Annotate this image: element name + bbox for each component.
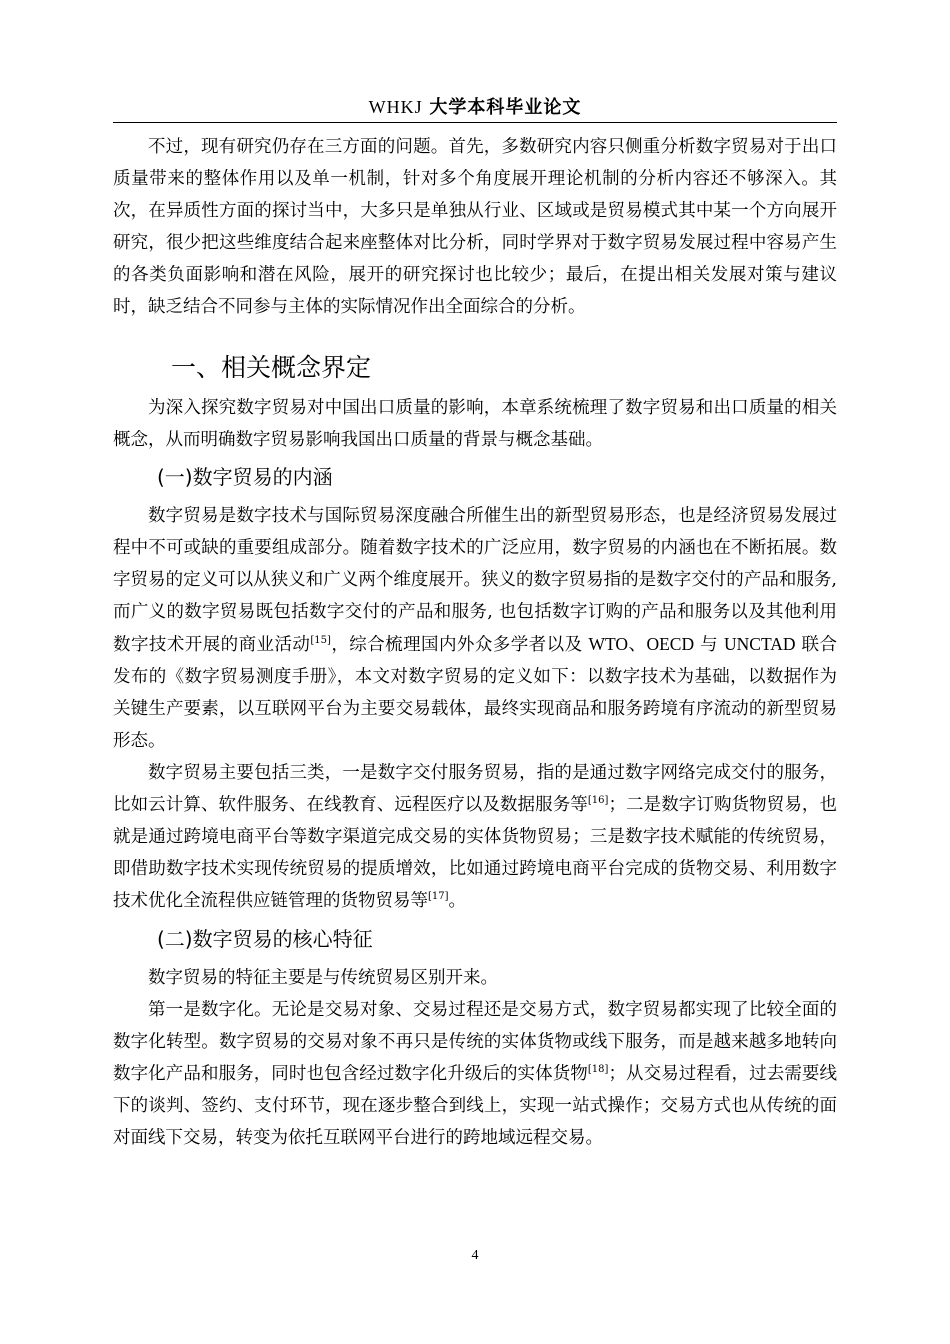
text-run: 数字贸易是数字技术与国际贸易深度融合所催生出的新型贸易形态，也是经济贸易发展过程中不可或缺的重要组成部分。随着数字技术的广泛应用，数字贸易的内涵也在不断拓展。数字贸易的定义可以从狭义和广义两个维度展开。狭义的数字贸易指的是数字交付的产品和服务, 而广义的数字贸易既包括数字交付的产品和服务, 也包括数字订购的产品和服务以及其他利用数字技术开展的商业活动 xyxy=(113,506,837,655)
text-run: 第一是数字化。无论是交易对象、交易过程还是交易方式，数字贸易都实现了比较全面的数字化转型。数字贸易的交易对象不再只是传统的实体货物或线下服务，而是越来越多地转向数字化产品和服务，同时也包含经过数字化升级后的实体货物 xyxy=(113,1000,837,1084)
paragraph-three-types xyxy=(113,757,837,917)
text-run: 联合发布的《数字贸易测度手册》，本文对数字贸易的定义如下：以数字技术为基础，以数据作为关键生产要素，以互联网平台为主要交易载体，最终实现商品和服务跨境有序流动的新型贸易形态。 xyxy=(113,635,837,751)
text-run: 。 xyxy=(448,891,467,911)
text-run: 与 xyxy=(694,635,725,655)
org-name: UNCTAD xyxy=(724,634,796,654)
citation-ref: [16] xyxy=(587,795,609,807)
text-run: ；二是数字订购货物贸易，也就是通过跨境电商平台等数字渠道完成交易的实体货物贸易；三是数字技术赋能的传统贸易，即借助数字技术实现传统贸易的提质增效，比如通过跨境电商平台完成的货物交易、利用数字技术优化全流程供应链管理的货物贸易等 xyxy=(113,795,838,911)
paragraph-intro-problems: 不过，现有研究仍存在三方面的问题。首先，多数研究内容只侧重分析数字贸易对于出口质量带来的整体作用以及单一机制，针对多个角度展开理论机制的分析内容还不够深入。其次，在异质性方面的探讨当中，大多只是单独从行业、区域或是贸易模式其中某一个方向展开研究，很少把这些维度结合起来座整体对比分析，同时学界对于数字贸易发展过程中容易产生的各类负面影响和潜在风险，展开的研究探讨也比较少；最后，在提出相关发展对策与建议时，缺乏结合不同参与主体的实际情况作出全面综合的分析。 xyxy=(113,137,837,317)
page-header xyxy=(113,94,837,123)
text-run: 数字贸易主要包括三类，一是数字交付服务贸易，指的是通过数字网络完成交付的服务，比如云计算、软件服务、在线教育、远程医疗以及数据服务等 xyxy=(113,763,837,815)
org-name: WTO xyxy=(588,634,629,654)
paragraph-definition xyxy=(113,500,837,757)
section-heading-connotation: (一)数字贸易的内涵 xyxy=(157,465,333,489)
header-latin: WHKJ xyxy=(368,97,423,117)
paragraph-chapter-intro: 为深入探究数字贸易对中国出口质量的影响，本章系统梳理了数字贸易和出口质量的相关概念，从而明确数字贸易影响我国出口质量的背景与概念基础。 xyxy=(113,398,837,450)
citation-ref: [17] xyxy=(428,891,449,903)
text-run: ，综合梳理国内外众多学者以及 xyxy=(330,635,589,655)
citation-ref: [15] xyxy=(310,635,331,647)
chapter-heading: 一、相关概念界定 xyxy=(171,353,372,382)
page-number: 4 xyxy=(471,1248,479,1263)
paragraph-features-intro: 数字贸易的特征主要是与传统贸易区别开来。 xyxy=(148,968,498,988)
page-content xyxy=(113,131,837,1154)
header-title: 大学本科毕业论文 xyxy=(429,97,582,118)
text-run: 、 xyxy=(628,635,647,655)
org-name: OECD xyxy=(646,634,695,654)
citation-ref: [18] xyxy=(587,1064,609,1076)
text-run: ；从交易过程看，过去需要线下的谈判、签约、支付环节，现在逐步整合到线上，实现一站式操作；交易方式也从传统的面对面线下交易，转变为依托互联网平台进行的跨地域远程交易。 xyxy=(113,1064,838,1148)
section-heading-features: (二)数字贸易的核心特征 xyxy=(157,927,373,951)
paragraph-digitalization xyxy=(113,994,837,1154)
